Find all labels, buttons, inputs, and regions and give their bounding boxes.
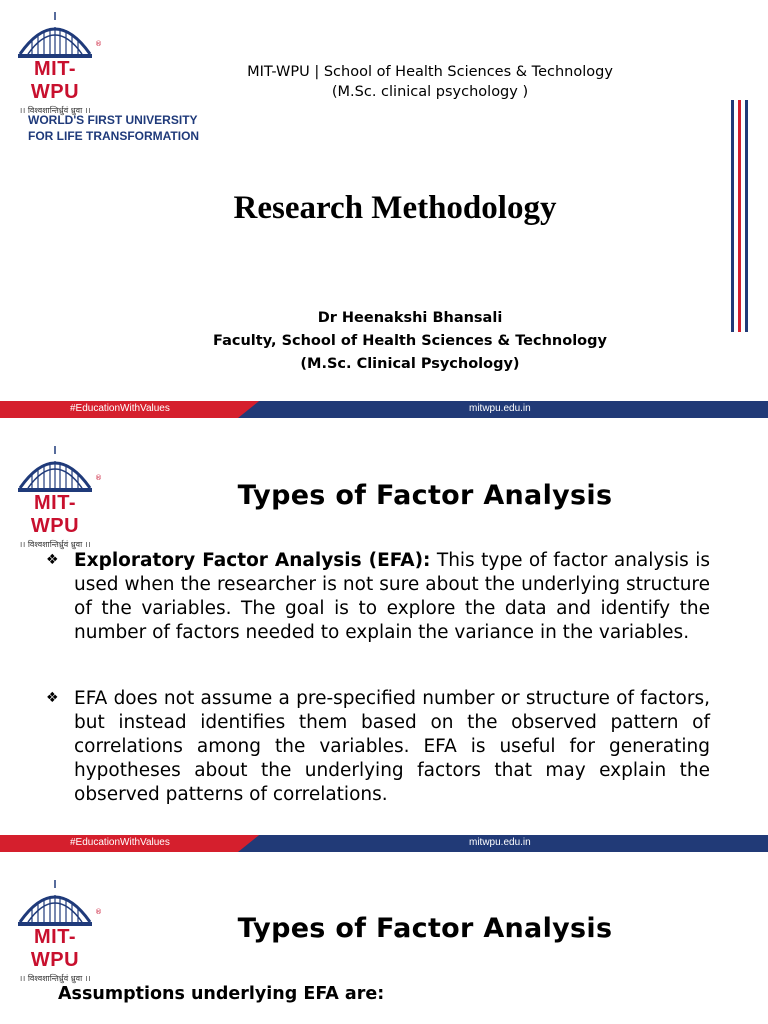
dome-logo-icon	[10, 878, 100, 928]
title-slide	[0, 0, 768, 418]
school-header: MIT-WPU | School of Health Sciences & Technology	[247, 64, 613, 80]
assumptions-heading: Assumptions underlying EFA are:	[58, 984, 385, 1004]
bullet-efa-definition	[46, 548, 710, 645]
slide-footer	[0, 835, 768, 852]
slide-title: Types of Factor Analysis	[237, 480, 613, 511]
logo-wordmark: MIT-WPU	[30, 492, 80, 537]
diamond-bullet-icon: ❖	[46, 552, 59, 568]
bullet-text: EFA does not assume a pre-specified number or structure of factors, but instead identifies them based on the observed pattern of correlations among the variables. EFA is useful for generating hypotheses about the underlying factors that may explain the observed patterns of correlations.	[74, 688, 710, 805]
slide-footer	[0, 401, 768, 418]
tagline-line-2: FOR LIFE TRANSFORMATION	[28, 129, 200, 143]
footer-hashtag: #EducationWithValues	[70, 837, 170, 848]
bullet-term: Exploratory Factor Analysis (EFA):	[74, 550, 431, 571]
tagline-line-1: WORLD'S FIRST UNIVERSITY	[28, 113, 198, 127]
presenter-department: (M.Sc. Clinical Psychology)	[300, 356, 520, 372]
university-tagline	[28, 112, 199, 144]
registered-mark: ®	[95, 474, 102, 482]
dome-logo-icon	[10, 444, 100, 494]
footer-hashtag: #EducationWithValues	[70, 403, 170, 414]
bullet-efa-assumption	[46, 686, 710, 807]
slide-title: Types of Factor Analysis	[237, 913, 613, 944]
registered-mark: ®	[95, 40, 102, 48]
page-title: Research Methodology	[233, 190, 557, 226]
mit-wpu-logo	[10, 10, 100, 116]
registered-mark: ®	[95, 908, 102, 916]
logo-motto: ।। विश्वशान्तिर्ध्रुवं ध्रुवा ।।	[19, 974, 91, 983]
dome-logo-icon	[10, 10, 100, 60]
logo-motto: ।। विश्वशान्तिर्ध्रुवं ध्रुवा ।।	[19, 106, 91, 115]
diamond-bullet-icon: ❖	[46, 690, 59, 706]
mit-wpu-logo	[10, 444, 100, 550]
decorative-stripes	[729, 100, 753, 332]
logo-motto: ।। विश्वशान्तिर्ध्रुवं ध्रुवा ।।	[19, 540, 91, 549]
presenter-role: Faculty, School of Health Sciences & Technology	[213, 333, 607, 349]
footer-website: mitwpu.edu.in	[469, 837, 531, 848]
presenter-name: Dr Heenakshi Bhansali	[317, 310, 503, 326]
logo-wordmark: MIT-WPU	[30, 58, 80, 103]
logo-wordmark: MIT-WPU	[30, 926, 80, 971]
footer-website: mitwpu.edu.in	[469, 403, 531, 414]
program-header: (M.Sc. clinical psychology )	[331, 84, 529, 100]
mit-wpu-logo	[10, 878, 100, 984]
efa-assumptions-slide	[0, 852, 768, 1024]
efa-slide	[0, 418, 768, 852]
bullet-text: This type of factor analysis is used when the researcher is not sure about the underlying structure of the variables. The goal is to explore the data and identify the number of factors needed to explain the variance in the variables.	[74, 550, 710, 643]
